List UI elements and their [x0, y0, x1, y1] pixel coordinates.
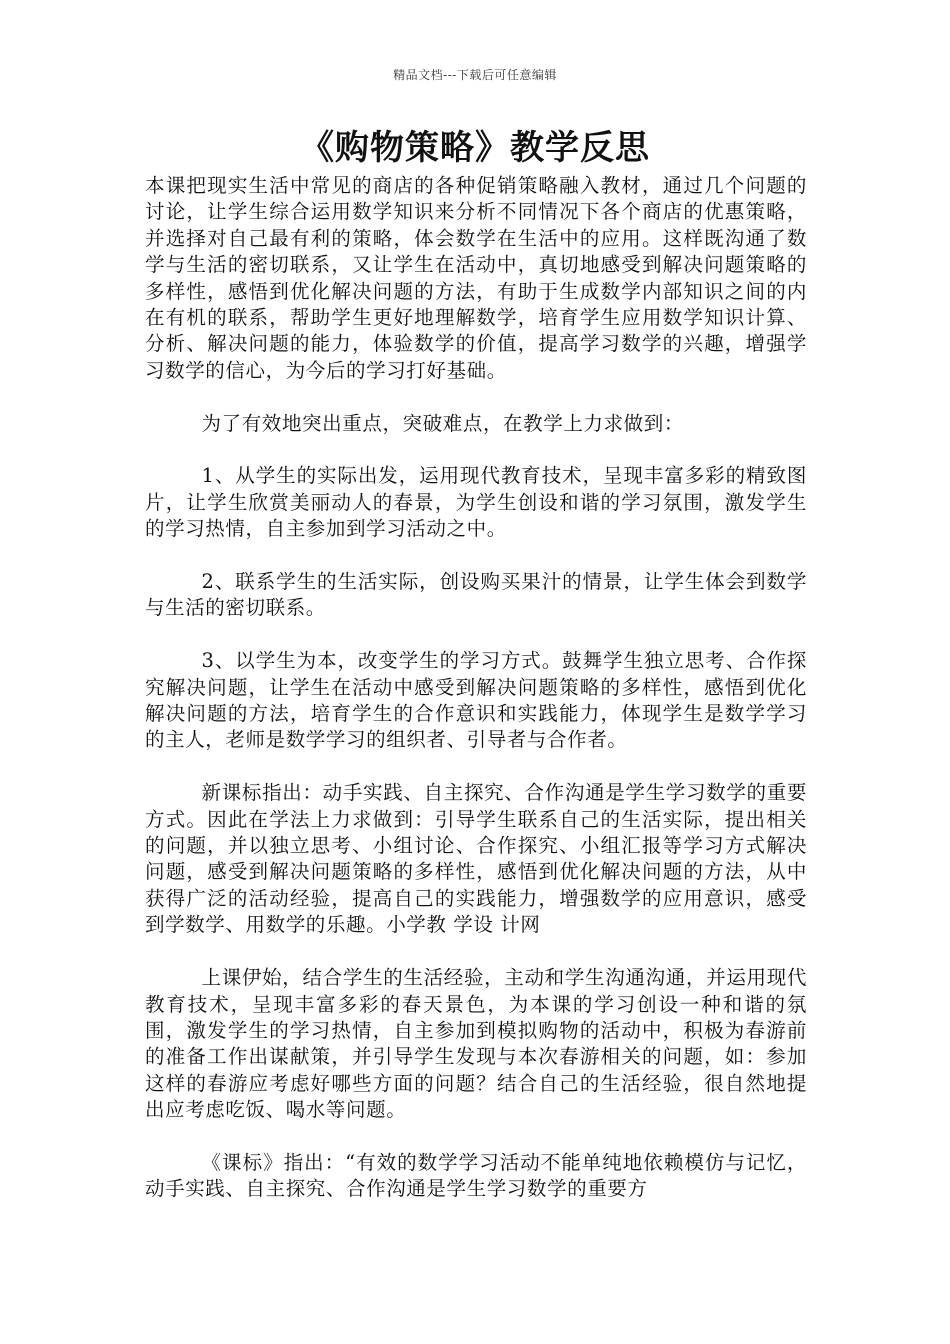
header-note: 精品文档---下载后可任意编辑 [393, 68, 557, 82]
paragraph-point-3: 3、以学生为本，改变学生的学习方式。鼓舞学生独立思考、合作探究解决问题，让学生在活动中感受到解决问题策略的多样性，感悟到优化解决问题的方法，培育学生的合作意识和实践能力，体现学生是数学学习的主人，老师是数学学习的组织者、引导者与合作者。 [145, 649, 807, 752]
paragraph-point-1: 1、从学生的实际出发，运用现代教育技术，呈现丰富多彩的精致图片，让学生欣赏美丽动人的春景，为学生创设和谐的学习氛围，激发学生的学习热情，自主参加到学习活动之中。 [145, 464, 807, 541]
paragraph-intro: 本课把现实生活中常见的商店的各种促销策略融入教材，通过几个问题的讨论，让学生综合运用数学知识来分析不同情况下各个商店的优惠策略，并选择对自己最有利的策略，体会数学在生活中的应用。这样既沟通了数学与生活的密切联系，又让学生在活动中，真切地感受到解决问题策略的多样性，感悟到优化解决问题的方法，有助于生成数学内部知识之间的内在有机的联系，帮助学生更好地理解数学，培育学生应用数学知识计算、分析、解决问题的能力，体验数学的价值，提高学习数学的兴趣，增强学习数学的信心，为今后的学习打好基础。 [145, 174, 807, 382]
paragraph-standard-quote: 《课标》指出：“有效的数学学习活动不能单纯地依赖模仿与记忆，动手实践、自主探究、合作沟通是学生学习数学的重要方 [145, 1150, 807, 1201]
document-body [145, 173, 807, 1203]
paragraph-point-2: 2、联系学生的生活实际，创设购买果汁的情景，让学生体会到数学与生活的密切联系。 [145, 570, 807, 620]
paragraph-goals: 为了有效地突出重点，突破难点，在教学上力求做到： [201, 411, 684, 435]
document-title: 《购物策略》教学反思 [300, 128, 650, 168]
paragraph-lesson-start: 上课伊始，结合学生的生活经验，主动和学生沟通沟通，并运用现代教育技术，呈现丰富多彩的春天景色，为本课的学习创设一种和谐的氛围，激发学生的学习热情，自主参加到模拟购物的活动中，积极为春游前的准备工作出谋献策，并引导学生发现与本次春游相关的问题，如：参加这样的春游应考虑好哪些方面的问题？结合自己的生活经验，很自然地提出应考虑吃饭、喝水等问题。 [145, 966, 807, 1122]
paragraph-new-standard: 新课标指出：动手实践、自主探究、合作沟通是学生学习数学的重要方式。因此在学法上力求做到：引导学生联系自己的生活实际，提出相关的问题，并以独立思考、小组讨论、合作探究、小组汇报等学习方式解决问题，感受到解决问题策略的多样性，感悟到优化解决问题的方法，从中获得广泛的活动经验，提高自己的实践能力，增强数学的应用意识，感受到学数学、用数学的乐趣。小学教 学设 计网 [145, 781, 807, 937]
